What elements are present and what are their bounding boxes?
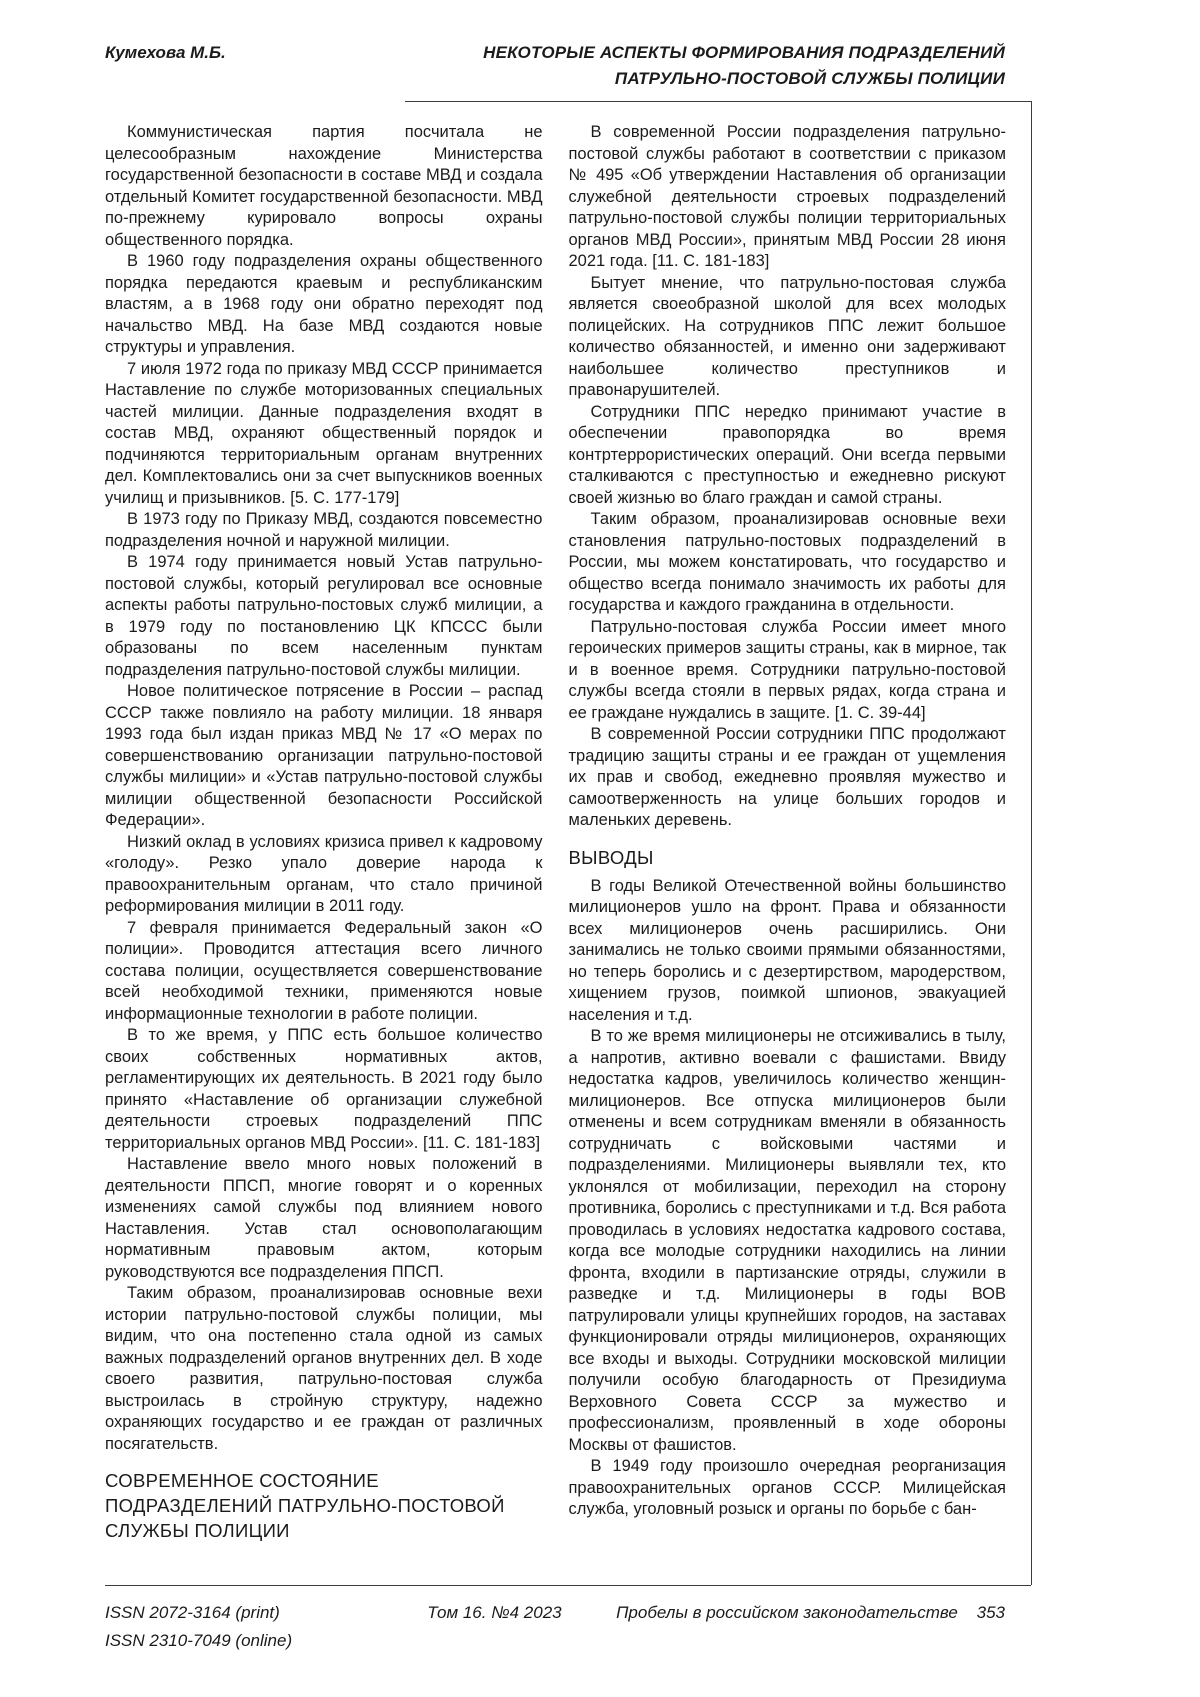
paragraph: Патрульно-постовая служба России имеет много героических примеров защиты страны, как в мирное, так и в военное время. Сотрудники патрульно-постовой службы всегда стояли в первых рядах, когда страна и ее граждане нуждались в защите. [1. С. 39-44] xyxy=(568,617,1006,722)
issn-online: ISSN 2310-7049 (online) xyxy=(105,1631,293,1650)
article-title-line2: ПАТРУЛЬНО-ПОСТОВОЙ СЛУЖБЫ ПОЛИЦИИ xyxy=(614,69,1005,88)
paragraph: Сотрудники ППС нередко принимают участие в обеспечении правопорядка во время контртеррористических операций. Они всегда первыми сталкиваются с преступностью и ежедневно рискуют своей жизнью во благо граждан и самой страны. xyxy=(568,402,1006,507)
footer-divider-rule xyxy=(105,1585,1031,1586)
paragraph: 7 июля 1972 года по приказу МВД СССР принимается Наставление по службе моторизованных специальных частей милиции. Данные подразделения входят в состав МВД, охраняют общественный порядок и подчиняются территориальным органам внутренних дел. Комплектовались они за счет выпускников военных училищ и призывников. [5. С. 177-179] xyxy=(105,359,543,507)
paragraph: В современной России сотрудники ППС продолжают традицию защиты страны и ее граждан от ущемления их прав и свобод, ежедневно проявляя мужество и самоотверженность на улице больших городов и маленьких деревень. xyxy=(568,725,1006,829)
page-number: 353 xyxy=(976,1603,1005,1622)
paragraph: В 1974 году принимается новый Устав патрульно-постовой службы, который регулировал все основные аспекты работы патрульно-постовых служб милиции, а в 1979 году по постановлению ЦК КПССС были образованы по всем населенным пунктам подразделения патрульно-постовой службы милиции. xyxy=(105,553,543,679)
paragraph: Таким образом, проанализировав основные вехи становления патрульно-постовых подразделений в России, мы можем констатировать, что государство и общество всегда понимало значимость их работы для государства и каждого гражданина в отдельности. xyxy=(568,510,1006,614)
paragraph: 7 февраля принимается Федеральный закон «О полиции». Проводится аттестация всего личного состава полиции, осуществляется совершенствование всей необходимой техники, применяются новые информационные технологии в работе полиции. xyxy=(105,918,543,1023)
journal-name-block xyxy=(616,1599,1005,1627)
page-header xyxy=(105,40,1005,92)
header-divider-rule xyxy=(405,101,1031,102)
issn-block xyxy=(105,1599,373,1655)
paragraph: Низкий оклад в условиях кризиса привел к кадровому «голоду». Резко упало доверие народа к правоохранительным органам, что стало причиной реформирования милиции в 2011 году. xyxy=(105,832,543,915)
paragraph: Новое политическое потрясение в России – распад СССР также повлияло на работу милиции. 18 января 1993 года был издан приказ МВД № 17 «О мерах по совершенствованию организации патрульно-постовой службы милиции» и «Устав патрульно-постовой службы милиции общественной безопасности Российской Федерации». xyxy=(105,682,543,829)
section-heading-conclusions: ВЫВОДЫ xyxy=(568,846,654,868)
issn-print: ISSN 2072-3164 (print) xyxy=(105,1603,280,1622)
paragraph: В 1973 году по Приказу МВД, создаются повсеместно подразделения ночной и наружной милиции. xyxy=(105,510,543,550)
paragraph: Таким образом, проанализировав основные вехи истории патрульно-постовой службы полиции, мы видим, что она постепенно стала одной из самых важных подразделений органов внутренних дел. В ходе своего развития, патрульно-постовая служба выстроилась в стройную структуру, надежно охраняющих государство и ее граждан от различных посягательств. xyxy=(105,1284,543,1453)
paragraph: В то же время милиционеры не отсиживались в тылу, а напротив, активно воевали с фашистами. Ввиду недостатка кадров, увеличилось количество женщин-милиционеров. Все отпуска милиционеров были отменены и всем сотрудникам вменяли в обязанность сотрудничать с войсковыми частями и подразделениями. Милиционеры выявляли тех, кто уклонялся от мобилизации, переходил на сторону противника, боролись с преступниками и т.д. Вся работа проводилась в условиях недостатка кадрового состава, когда все молодые сотрудники находились на линии фронта, входили в партизанские отряды, служили в разведке и т.д. Милиционеры в годы ВОВ патрулировали улицы крупнейших городов, на заставах функционировали отряды милиционеров, охраняющих все входы и выходы. Сотрудники московской милиции получили особую благодарность от Президиума Верховного Совета СССР за мужество и профессионализм, проявленный в ходе обороны Москвы от фашистов. xyxy=(568,1027,1006,1454)
paragraph: Наставление ввело много новых положений в деятельности ППСП, многие говорят и о коренных изменениях самой службы под влиянием нового Наставления. Устав стал основополагающим нормативным правовым актом, которым руководствуются все подразделения ППСП. xyxy=(105,1155,543,1281)
left-column xyxy=(105,122,543,1584)
article-running-title xyxy=(483,40,1005,92)
paragraph: В годы Великой Отечественной войны большинство милиционеров ушло на фронт. Права и обязанности всех милиционеров очень расширились. Они занимались не только своими прямыми обязанностями, но теперь боролись и с дезертирством, мародерством, хищением грузов, поимкой шпионов, эвакуацией населения и т.д. xyxy=(568,876,1006,1024)
paragraph: В современной России подразделения патрульно-постовой службы работают в соответствии с приказом № 495 «Об утверждении Наставления об организации служебной деятельности строевых подразделений патрульно-постовой службы полиции территориальных органов МВД России», принятым МВД России 28 июня 2021 года. [11. С. 181-183] xyxy=(568,123,1006,270)
paragraph: В 1949 году произошло очередная реорганизация правоохранительных органов СССР. Милицейская служба, уголовный розыск и органы по борьбе с бан- xyxy=(568,1457,1006,1518)
article-body xyxy=(105,122,1006,1584)
right-column xyxy=(569,122,1007,1584)
paragraph: Бытует мнение, что патрульно-постовая служба является своеобразной школой для всех молодых полицейских. На сотрудников ППС лежит большое количество обязанностей, и именно они задерживают наибольшее количество преступников и правонарушителей. xyxy=(568,273,1006,399)
volume-info: Том 16. №4 2023 xyxy=(427,1603,562,1622)
page-footer xyxy=(105,1599,1005,1655)
journal-name: Пробелы в российском законодательстве xyxy=(616,1603,958,1622)
right-vertical-rule xyxy=(1031,101,1032,1585)
paragraph: Коммунистическая партия посчитала не целесообразным нахождение Министерства государственной безопасности в составе МВД и создала отдельный Комитет государственной безопасности. МВД по-прежнему курировало вопросы охраны общественного порядка. xyxy=(105,123,543,249)
author-name: Кумехова М.Б. xyxy=(105,43,226,62)
paragraph: В то же время, у ППС есть большое количество своих собственных нормативных актов, регламентирующих их деятельность. В 2021 году было принято «Наставление об организации служебной деятельности строевых подразделений ППС территориальных органов МВД России». [11. С. 181-183] xyxy=(105,1026,543,1152)
article-title-line1: НЕКОТОРЫЕ АСПЕКТЫ ФОРМИРОВАНИЯ ПОДРАЗДЕЛЕНИЙ xyxy=(483,43,1005,62)
paragraph: В 1960 году подразделения охраны общественного порядка передаются краевым и республиканским властям, а в 1968 году они обратно переходят под начальство МВД. На базе МВД создаются новые структуры и управления. xyxy=(105,252,543,356)
section-heading-current-state: СОВРЕМЕННОЕ СОСТОЯНИЕ ПОДРАЗДЕЛЕНИЙ ПАТРУЛЬНО-ПОСТОВОЙ СЛУЖБЫ ПОЛИЦИИ xyxy=(105,1470,505,1541)
